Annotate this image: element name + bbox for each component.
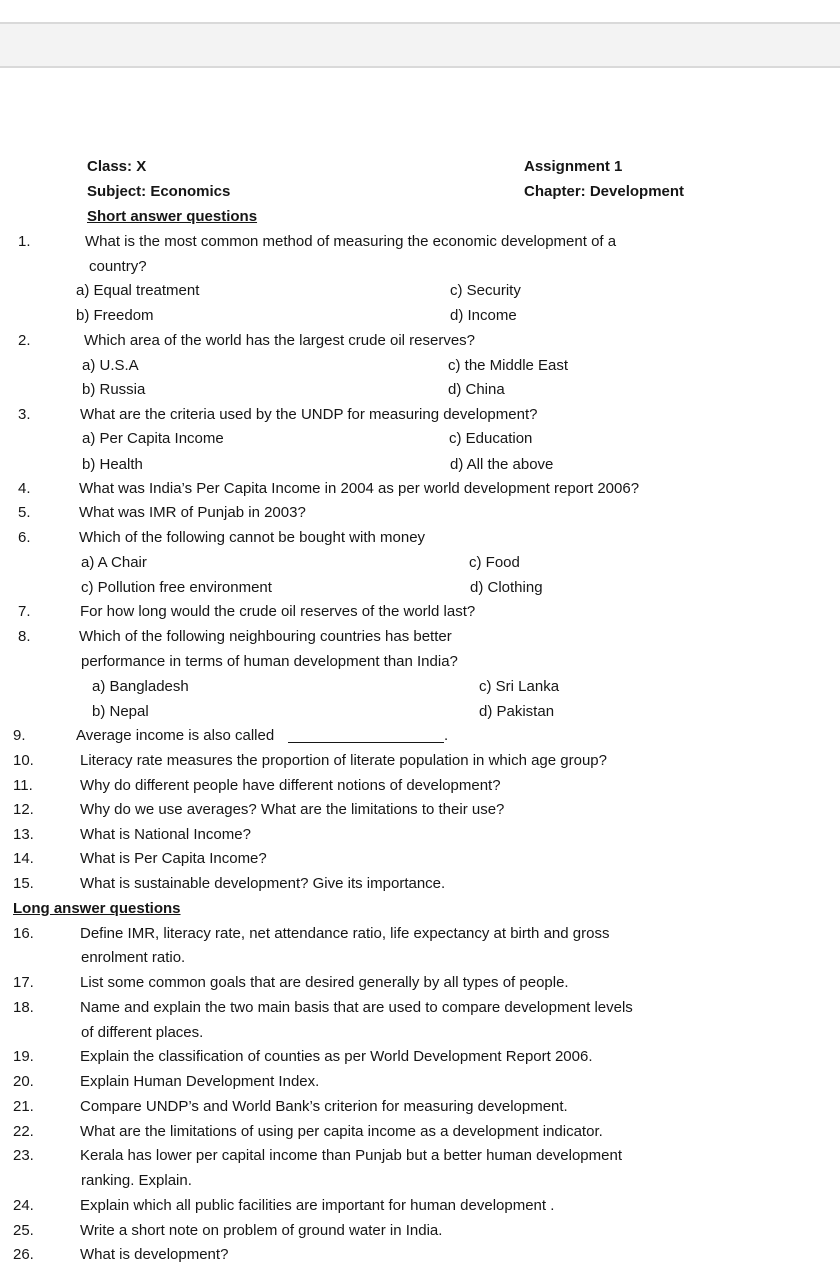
question-text: What is sustainable development? Give its importance. bbox=[80, 875, 446, 892]
option-a: a) U.S.A bbox=[82, 357, 139, 374]
question-number: 3. bbox=[18, 406, 31, 423]
question-text: Define IMR, literacy rate, net attendance ratio, life expectancy at birth and gross bbox=[80, 925, 610, 942]
question-number: 26. bbox=[13, 1246, 34, 1263]
question-text: What are the criteria used by the UNDP for measuring development? bbox=[80, 406, 538, 423]
question-text: What was India’s Per Capita Income in 2004 as per world development report 2006? bbox=[79, 480, 640, 497]
question-text: For how long would the crude oil reserves of the world last? bbox=[80, 603, 476, 620]
question-text: What are the limitations of using per capita income as a development indicator. bbox=[80, 1123, 603, 1140]
top-margin bbox=[0, 0, 840, 22]
question-text: Which of the following cannot be bought with money bbox=[79, 529, 426, 546]
question-text: Which area of the world has the largest crude oil reserves? bbox=[84, 332, 476, 349]
viewer-toolbar bbox=[0, 22, 840, 68]
option-b: b) Nepal bbox=[92, 703, 149, 720]
option-c: c) Security bbox=[450, 282, 521, 299]
question-text: List some common goals that are desired generally by all types of people. bbox=[80, 974, 569, 991]
option-d: d) Clothing bbox=[470, 579, 543, 596]
question-text: country? bbox=[89, 258, 147, 275]
question-text: Average income is also called bbox=[76, 727, 275, 744]
question-number: 1. bbox=[18, 233, 31, 250]
question-text: What was IMR of Punjab in 2003? bbox=[79, 504, 306, 521]
question-text: What is National Income? bbox=[80, 826, 251, 843]
question-number: 22. bbox=[13, 1123, 34, 1140]
question-text: Write a short note on problem of ground water in India. bbox=[80, 1222, 443, 1239]
question-text: Kerala has lower per capital income than Punjab but a better human development bbox=[80, 1147, 622, 1164]
question-text: Why do we use averages? What are the limitations to their use? bbox=[80, 801, 505, 818]
question-number: 9. bbox=[13, 727, 26, 744]
option-b: b) Freedom bbox=[76, 307, 154, 324]
question-text: Why do different people have different notions of development? bbox=[80, 777, 501, 794]
option-b: b) Russia bbox=[82, 381, 146, 398]
question-text: Explain Human Development Index. bbox=[80, 1073, 320, 1090]
option-b: c) Pollution free environment bbox=[81, 579, 272, 596]
option-d: d) Income bbox=[450, 307, 517, 324]
option-c: c) Food bbox=[469, 554, 520, 571]
question-number: 13. bbox=[13, 826, 34, 843]
option-c: c) Sri Lanka bbox=[479, 678, 560, 695]
question-text: Explain the classification of counties as per World Development Report 2006. bbox=[80, 1048, 593, 1065]
question-text: enrolment ratio. bbox=[81, 949, 186, 966]
question-text: of different places. bbox=[81, 1024, 204, 1041]
option-a: a) Equal treatment bbox=[76, 282, 200, 299]
question-text: Explain which all public facilities are important for human development . bbox=[80, 1197, 555, 1214]
question-number: 10. bbox=[13, 752, 34, 769]
question-number: 24. bbox=[13, 1197, 34, 1214]
option-c: c) Education bbox=[449, 430, 533, 447]
question-number: 11. bbox=[13, 777, 33, 794]
question-text: Literacy rate measures the proportion of literate population in which age group? bbox=[80, 752, 607, 769]
chapter-label: Chapter: Development bbox=[524, 183, 685, 200]
option-c: c) the Middle East bbox=[448, 357, 569, 374]
question-number: 25. bbox=[13, 1222, 34, 1239]
question-number: 2. bbox=[18, 332, 31, 349]
subject-label: Subject: Economics bbox=[87, 183, 231, 200]
question-text: Compare UNDP’s and World Bank’s criterion for measuring development. bbox=[80, 1098, 568, 1115]
question-number: 14. bbox=[13, 850, 34, 867]
question-text: What is development? bbox=[80, 1246, 229, 1263]
option-d: d) All the above bbox=[450, 456, 554, 473]
question-number: 21. bbox=[13, 1098, 34, 1115]
question-number: 20. bbox=[13, 1073, 34, 1090]
question-number: 16. bbox=[13, 925, 34, 942]
question-number: 6. bbox=[18, 529, 31, 546]
question-number: 15. bbox=[13, 875, 34, 892]
question-number: 7. bbox=[18, 603, 31, 620]
question-text: ranking. Explain. bbox=[81, 1172, 192, 1189]
question-text: What is the most common method of measuring the economic development of a bbox=[85, 233, 617, 250]
option-a: a) A Chair bbox=[81, 554, 147, 571]
option-a: a) Bangladesh bbox=[92, 678, 189, 695]
question-text: What is Per Capita Income? bbox=[80, 850, 267, 867]
option-a: a) Per Capita Income bbox=[82, 430, 224, 447]
question-number: 17. bbox=[13, 974, 34, 991]
question-number: 12. bbox=[13, 801, 34, 818]
option-b: b) Health bbox=[82, 456, 143, 473]
question-number: 18. bbox=[13, 999, 34, 1016]
question-text: Which of the following neighbouring countries has better bbox=[79, 628, 452, 645]
class-label: Class: X bbox=[87, 158, 147, 175]
long-answer-heading: Long answer questions bbox=[13, 900, 181, 917]
assignment-label: Assignment 1 bbox=[524, 158, 623, 175]
question-number: 8. bbox=[18, 628, 31, 645]
option-d: d) Pakistan bbox=[479, 703, 555, 720]
question-text: performance in terms of human development than India? bbox=[81, 653, 458, 670]
fill-in-blank bbox=[288, 742, 444, 743]
question-number: 5. bbox=[18, 504, 31, 521]
short-answer-heading: Short answer questions bbox=[87, 208, 258, 225]
question-text: Name and explain the two main basis that are used to compare development levels bbox=[80, 999, 633, 1016]
option-d: d) China bbox=[448, 381, 505, 398]
question-number: 23. bbox=[13, 1147, 34, 1164]
question-text-end: . bbox=[444, 727, 449, 744]
question-number: 4. bbox=[18, 480, 31, 497]
question-number: 19. bbox=[13, 1048, 34, 1065]
